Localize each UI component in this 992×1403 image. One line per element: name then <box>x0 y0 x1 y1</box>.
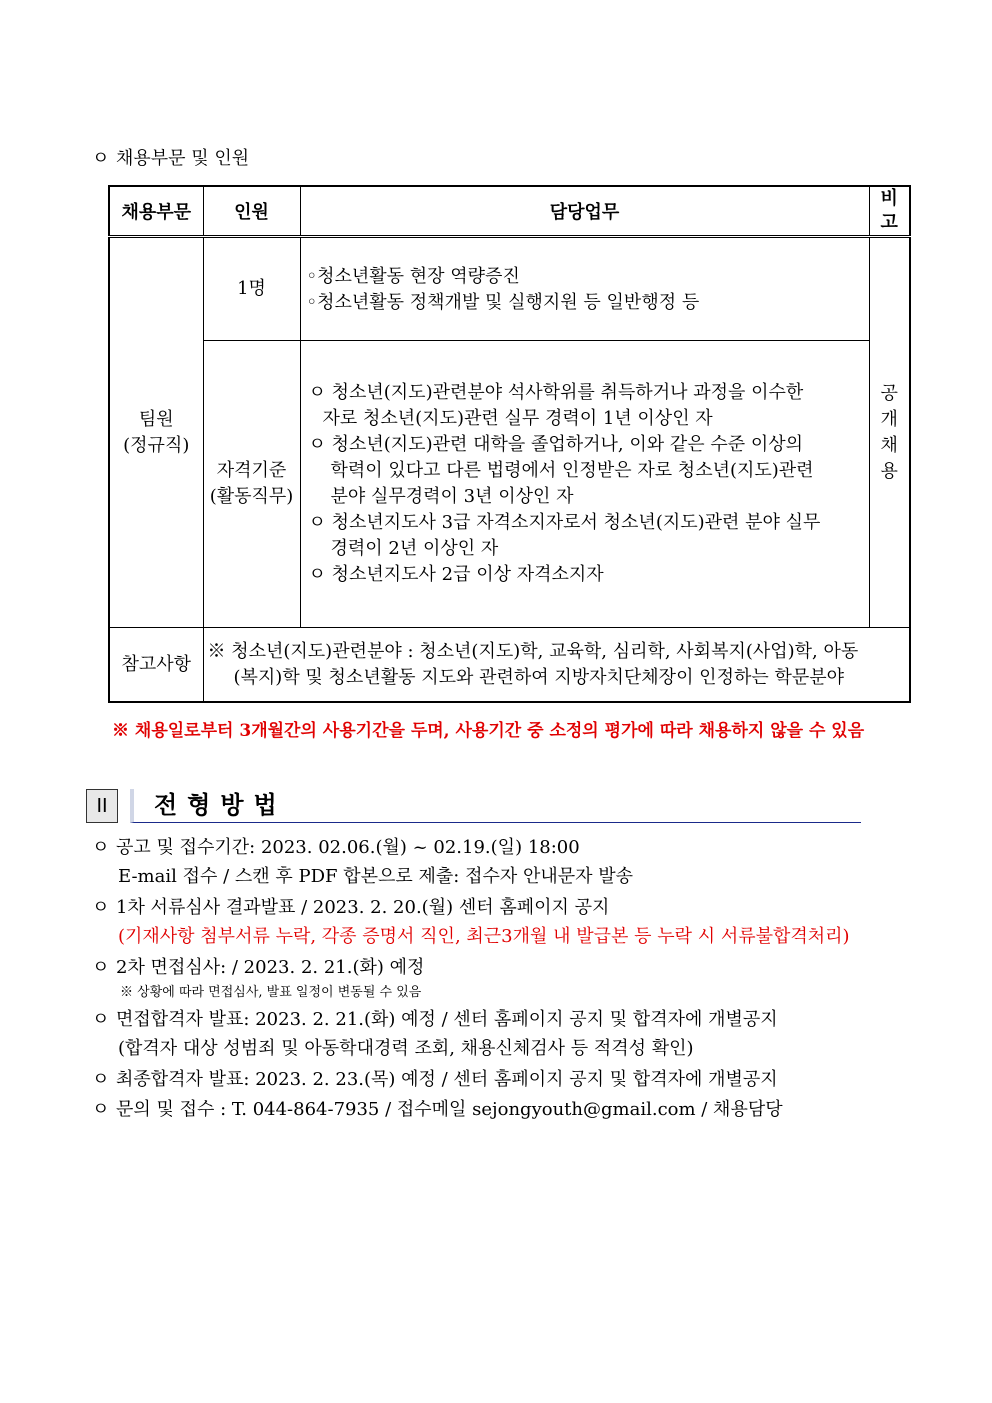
item-text: 최종합격자 발표: 2023. 2. 23.(목) 예정 / 센터 홈페이지 공지 및 합격자에 개별공지 <box>116 1069 778 1090</box>
list-item <box>92 1007 778 1033</box>
list-item <box>92 1097 783 1123</box>
count-cell: 1명 <box>203 237 300 341</box>
qualification-label-cell <box>203 341 300 628</box>
bullet: ㅇ <box>92 897 110 918</box>
duties-cell-1 <box>300 237 869 341</box>
list-item-sub: (합격자 대상 성범죄 및 아동학대경력 조회, 채용신체검사 등 적격성 확인) <box>118 1038 694 1059</box>
bullet: ㅇ <box>92 148 110 169</box>
note-char: 채 <box>880 434 898 456</box>
probation-warning: ※ 채용일로부터 3개월간의 사용기간을 두며, 사용기간 중 소정의 평가에 따라 채용하지 않을 수 있음 <box>112 721 865 741</box>
list-item <box>92 955 424 981</box>
duties-cell-2 <box>300 341 869 628</box>
qual-line1: 자격기준 <box>216 460 287 482</box>
bullet: ㅇ <box>92 1069 110 1090</box>
reference-line: (복지)학 및 청소년활동 지도와 관련하여 지방자치단체장이 인정하는 학문분야 <box>233 666 845 688</box>
dept-cell <box>109 237 203 628</box>
duty-line: ◦청소년활동 정책개발 및 실행지원 등 일반행정 등 <box>306 292 700 314</box>
header-note <box>869 186 910 237</box>
qual-item: ㅇ 청소년(지도)관련 대학을 졸업하거나, 이와 같은 수준 이상의 <box>308 434 804 456</box>
reference-line: ※ 청소년(지도)관련분야 : 청소년(지도)학, 교육학, 심리학, 사회복지(사업)학, 아동 <box>207 640 859 662</box>
item-text: 공고 및 접수기간: 2023. 02.06.(월) ~ 02.19.(일) 18:00 <box>116 837 580 858</box>
section-title-bar <box>130 789 861 823</box>
recruitment-table <box>108 185 911 703</box>
note-cell <box>869 237 910 628</box>
bullet: ㅇ <box>92 957 110 978</box>
qual-item: ㅇ 청소년지도사 2급 이상 자격소지자 <box>308 564 604 586</box>
list-item <box>92 835 580 861</box>
duty-line: ◦청소년활동 현장 역량증진 <box>306 266 520 288</box>
section-heading <box>92 146 249 172</box>
bullet: ㅇ <box>92 837 110 858</box>
item-text: 문의 및 접수 : T. 044-864-7935 / 접수메일 sejongyouth@gmail.com / 채용담당 <box>116 1099 783 1120</box>
qual-item-cont: 경력이 2년 이상인 자 <box>330 538 499 560</box>
header-note-line1: 비 <box>880 188 898 210</box>
qual-line2: (활동직무) <box>209 486 294 508</box>
item-text: 면접합격자 발표: 2023. 2. 21.(화) 예정 / 센터 홈페이지 공지 및 합격자에 개별공지 <box>116 1009 778 1030</box>
section-heading-text: 채용부문 및 인원 <box>116 148 250 169</box>
qual-item-cont: 자로 청소년(지도)관련 실무 경력이 1년 이상인 자 <box>322 408 713 430</box>
qual-item: ㅇ 청소년(지도)관련분야 석사학위를 취득하거나 과정을 이수한 <box>308 382 804 404</box>
note-char: 용 <box>880 460 898 482</box>
qual-item-cont: 학력이 있다고 다른 법령에서 인정받은 자로 청소년(지도)관련 <box>330 460 814 482</box>
reference-label: 참고사항 <box>109 628 203 702</box>
list-item-sub: (기재사항 첨부서류 누락, 각종 증명서 직인, 최근3개월 내 발급본 등 누락 시 서류불합격처리) <box>118 926 850 947</box>
list-item <box>92 1067 778 1093</box>
header-count: 인원 <box>203 186 300 237</box>
dept-line2: (정규직) <box>123 434 190 456</box>
reference-cell <box>203 628 910 702</box>
qual-item-cont: 분야 실무경력이 3년 이상인 자 <box>330 486 574 508</box>
dept-line1: 팀원 <box>138 408 174 430</box>
section-number-badge: II <box>86 789 118 823</box>
header-note-line2: 고 <box>880 212 898 234</box>
header-dept: 채용부문 <box>109 186 203 237</box>
header-duties: 담당업무 <box>300 186 869 237</box>
note-char: 개 <box>880 408 898 430</box>
item-text: 1차 서류심사 결과발표 / 2023. 2. 20.(월) 센터 홈페이지 공지 <box>116 897 610 918</box>
list-item-sub: E-mail 접수 / 스캔 후 PDF 합본으로 제출: 접수자 안내문자 발송 <box>118 866 634 887</box>
item-text: 2차 면접심사: / 2023. 2. 21.(화) 예정 <box>116 957 425 978</box>
list-item-sub: ※ 상황에 따라 면접심사, 발표 일정이 변동될 수 있음 <box>120 985 422 1000</box>
list-item <box>92 895 609 921</box>
qual-item: ㅇ 청소년지도사 3급 자격소지자로서 청소년(지도)관련 분야 실무 <box>308 512 821 534</box>
bullet: ㅇ <box>92 1009 110 1030</box>
note-char: 공 <box>880 382 898 404</box>
section-title: 전형방법 <box>154 791 287 819</box>
bullet: ㅇ <box>92 1099 110 1120</box>
